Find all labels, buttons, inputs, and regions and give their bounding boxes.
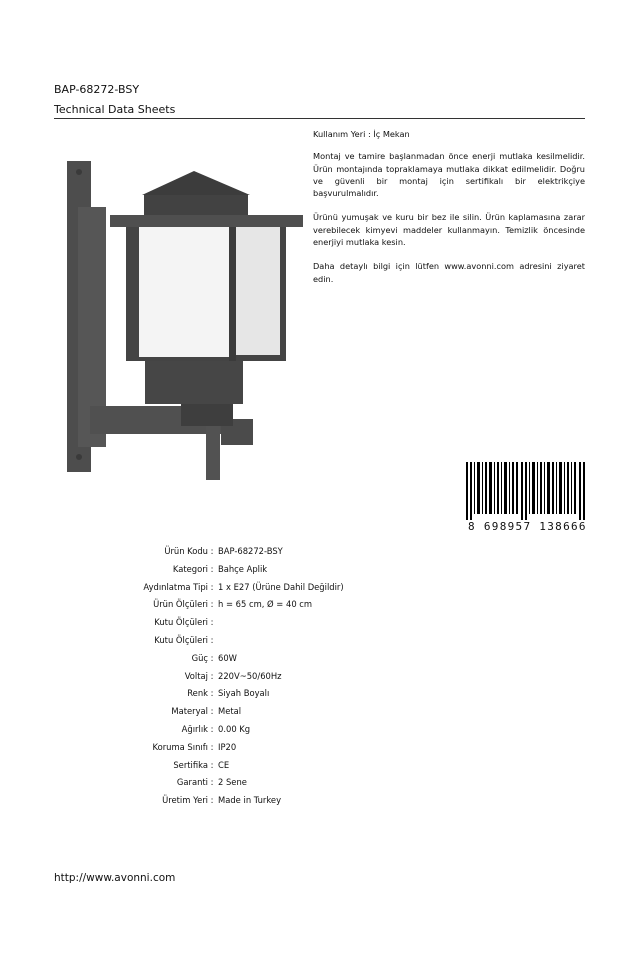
spec-separator: : [210,546,214,556]
product-code: BAP-68272-BSY [54,83,140,96]
spec-label: Sertifika [173,759,208,770]
spec-row [100,757,344,775]
spec-row [100,650,344,668]
spec-separator: : [210,706,214,717]
spec-separator: : [210,634,214,645]
spec-separator: : [210,599,214,610]
spec-label: Renk [187,688,208,699]
spec-separator: : [210,617,214,628]
spec-row [100,561,344,579]
spec-label: Aydınlatma Tipi [143,581,208,592]
spec-separator: : [210,759,214,770]
spec-label: Voltaj [184,670,208,681]
spec-row [100,703,344,721]
spec-value: 60W [218,652,237,663]
spec-label: Garanti [176,777,208,788]
spec-value: Made in Turkey [218,795,282,806]
spec-row [100,774,344,792]
spec-label: Kutu Ölçüleri [154,617,208,628]
spec-label: Üretim Yeri [162,795,208,806]
spec-separator: : [210,723,214,734]
spec-label: Kutu Ölçüleri [154,634,208,645]
spec-separator: : [210,795,214,806]
spec-label: Kategori [172,563,208,574]
spec-row [100,632,344,650]
spec-separator: : [210,777,214,788]
spec-value: h = 65 cm, Ø = 40 cm [218,599,313,610]
barcode [466,462,586,520]
spec-row [100,685,344,703]
spec-label: Güç [191,652,208,663]
spec-value: IP20 [218,741,237,752]
spec-value: CE [218,759,230,770]
spec-row [100,721,344,739]
spec-label: Koruma Sınıfı [152,741,208,752]
spec-label: Ürün Ölçüleri [153,599,208,610]
installation-warning: Montaj ve tamire başlanmadan önce enerji mutlaka kesilmelidir. Ürün montajında topraklamaya mutlaka dikkat edilmelidir. Doğru ve güvenli bir montaj için sertifikalı bir elektrikçiye başvurulmalıdır. [313,151,585,199]
spec-row [100,614,344,632]
spec-value: Siyah Boyalı [218,688,270,699]
spec-separator: : [210,581,214,592]
spec-value: Bahçe Aplik [218,563,268,574]
spec-value: 0.00 Kg [218,723,251,734]
spec-separator: : [210,563,214,574]
website-link[interactable]: http://www.avonni.com [54,872,176,884]
more-info-text: Daha detaylı bilgi için lütfen www.avonni.com adresini ziyaret edin. [313,261,585,284]
spec-separator: : [210,688,214,699]
spec-label: Ağırlık [181,723,208,734]
spec-separator: : [210,741,214,752]
spec-value: 2 Sene [218,777,247,788]
spec-value: 1 x E27 (Ürüne Dahil Değildir) [218,581,344,592]
spec-value: BAP-68272-BSY [218,546,283,556]
header-divider [54,118,585,119]
spec-separator: : [210,652,214,663]
spec-separator: : [210,670,214,681]
spec-value: 220V~50/60Hz [218,670,282,681]
spec-value: Metal [218,706,242,717]
cleaning-instructions: Ürünü yumuşak ve kuru bir bez ile silin. Ürün kaplamasına zarar verebilecek kimyevi maddeler kullanmayın. Temizlik öncesinde enerjiyi mutlaka kesin. [313,212,585,248]
spec-row [100,596,344,614]
spec-row [100,668,344,686]
document-subtitle: Technical Data Sheets [54,103,176,116]
spec-row [100,739,344,757]
spec-label: Ürün Kodu [164,546,208,556]
usage-text: Kullanım Yeri : İç Mekan [313,129,410,139]
spec-row [100,792,344,810]
spec-label: Materyal [171,706,208,717]
spec-value [216,614,218,632]
spec-row [100,579,344,597]
barcode-number: 8 698957 138666 [468,520,587,533]
product-image [60,152,310,484]
spec-value [216,632,218,650]
spec-row [100,543,344,561]
spec-table [100,543,344,810]
product-info-text [313,128,585,297]
